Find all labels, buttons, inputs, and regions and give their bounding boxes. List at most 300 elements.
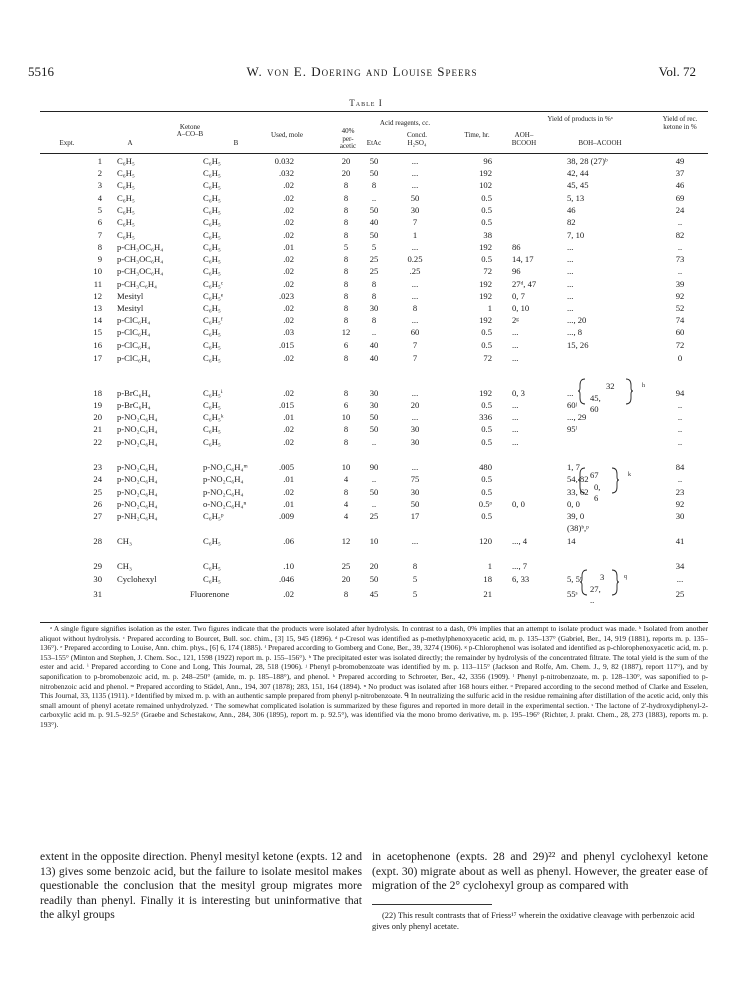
cell-time: 120 <box>479 536 492 546</box>
cell-yld: 0 <box>677 353 683 363</box>
cell-etac: 50 <box>369 574 379 584</box>
cell-aoh: 0, 0 <box>512 499 525 509</box>
cell-used: .005 <box>278 462 294 472</box>
cell-time: 18 <box>483 574 492 584</box>
cell-a: p-NO₂C₆H₄ <box>117 499 158 509</box>
cell-used: .01 <box>283 412 294 422</box>
table-row <box>0 229 732 241</box>
cell-yld: 24 <box>675 205 685 215</box>
cell-boh: 1, 7 <box>567 462 580 472</box>
cell-yld: 73 <box>675 254 685 264</box>
cell-used: .02 <box>283 315 294 325</box>
cell-yld: .. <box>677 266 683 276</box>
table-title: Table I <box>349 98 383 108</box>
cell-per: 6 <box>343 400 349 410</box>
cell-boh: ... <box>567 254 574 264</box>
cell-a: p-ClC₆H₄ <box>117 353 151 363</box>
cell-a: C₆H₅ <box>117 156 135 166</box>
cell-etac: 10 <box>369 536 379 546</box>
cell-ex: 30 <box>93 574 102 584</box>
cell-time: 38 <box>483 230 492 240</box>
cell-conc: 30 <box>410 205 420 215</box>
cell-etac: 8 <box>371 279 377 289</box>
table-row <box>0 179 732 191</box>
cell-yld: 37 <box>675 168 685 178</box>
cell-per: 8 <box>343 487 349 497</box>
cell-ex: 6 <box>97 217 102 227</box>
cell-a: C₆H₅ <box>117 205 135 215</box>
cell-ex: 20 <box>93 412 102 422</box>
cell-used: .015 <box>278 400 294 410</box>
cell-boh: 7, 10 <box>567 230 585 240</box>
cell-b: C₆H₅ <box>203 242 221 252</box>
cell-yld: 82 <box>675 230 685 240</box>
cell-a: p-NH₂C₆H₄ <box>117 511 158 521</box>
brace-shape <box>580 568 630 598</box>
cell-a: C₆H₅ <box>117 168 135 178</box>
cell-yld: 25 <box>675 589 685 599</box>
cell-yld: 39 <box>675 279 685 289</box>
cell-per: 4 <box>343 511 349 521</box>
cell-b: C₆H₅ <box>203 536 221 546</box>
table-row <box>0 535 732 547</box>
cell-used: .023 <box>278 291 294 301</box>
ketone-header: Ketone <box>179 123 201 131</box>
cell-aoh: 86 <box>512 242 521 252</box>
cell-ex: 8 <box>97 242 102 252</box>
cell-per: 8 <box>343 353 349 363</box>
table-row <box>0 216 732 228</box>
cell-per: 8 <box>343 424 349 434</box>
cell-conc: ... <box>411 168 419 178</box>
cell-b: p-NO₂C₆H₄ <box>203 487 244 497</box>
brace-29-mark: q <box>624 574 627 580</box>
cell-used: .02 <box>283 266 294 276</box>
cell-aoh: 6, 33 <box>512 574 530 584</box>
brace-17-bottom: 45, 60 <box>590 393 601 414</box>
cell-per: 10 <box>341 412 351 422</box>
cell-ex: 10 <box>93 266 102 276</box>
cell-boh: 95ˡ <box>567 424 578 434</box>
cell-b: C₆H₅ <box>203 327 221 337</box>
cell-conc: 0.25 <box>407 254 423 264</box>
cell-ex: 9 <box>97 254 102 264</box>
cell-yld: .. <box>677 424 683 434</box>
cell-etac: 50 <box>369 424 379 434</box>
cell-time: 21 <box>483 589 492 599</box>
cell-ex: 4 <box>97 193 102 203</box>
cell-ex: 3 <box>97 180 102 190</box>
cell-conc: 30 <box>410 487 420 497</box>
cell-per: 12 <box>341 536 351 546</box>
cell-time: 96 <box>483 156 492 166</box>
cell-b: C₆H₅ <box>203 254 221 264</box>
cell-yld: 94 <box>675 388 685 398</box>
cell-time: 1 <box>487 561 492 571</box>
table-row <box>0 436 732 448</box>
cell-b: C₆H₅ⁱ <box>203 388 223 398</box>
cell-yld: .. <box>677 412 683 422</box>
cell-yld: .. <box>677 400 683 410</box>
table-row <box>0 302 732 314</box>
cell-ex: 25 <box>93 487 102 497</box>
cell-etac: .. <box>371 437 377 447</box>
cell-ex: 28 <box>93 536 102 546</box>
cell-yld: 72 <box>675 340 685 350</box>
a-header: A <box>127 139 133 147</box>
acid-reagents-header: Acid reagents, cc. <box>379 119 431 127</box>
cell-b: C₆H₅ <box>203 180 221 190</box>
cell-yld: 46 <box>675 180 685 190</box>
table-row <box>0 423 732 435</box>
cell-time: 0.5 <box>481 487 492 497</box>
cell-boh: (38)ᵇ,ᵖ <box>567 523 589 533</box>
cell-conc: ... <box>411 462 419 472</box>
cell-boh: ... <box>567 279 574 289</box>
cell-boh: 5, 13 <box>567 193 585 203</box>
cell-boh: 0, 0 <box>567 499 580 509</box>
cell-per: 8 <box>343 388 349 398</box>
cell-used: .015 <box>278 340 294 350</box>
cell-a: C₆H₅ <box>117 217 135 227</box>
cell-a: C₆H₅ <box>117 180 135 190</box>
table-row <box>0 352 732 364</box>
volume: Vol. 72 <box>658 64 696 79</box>
table-row <box>0 241 732 253</box>
cell-aoh: 14, 17 <box>512 254 534 264</box>
table-row <box>0 204 732 216</box>
cell-ex: 11 <box>93 279 102 289</box>
cell-aoh: ... <box>512 353 519 363</box>
cell-conc: ... <box>411 242 419 252</box>
cell-conc: ... <box>411 156 419 166</box>
cell-used: .06 <box>283 536 294 546</box>
cell-aoh: ... <box>512 340 519 350</box>
cell-etac: 50 <box>369 168 379 178</box>
table-row <box>0 278 732 290</box>
cell-aoh: ... <box>512 412 519 422</box>
cell-etac: .. <box>371 193 377 203</box>
table-row <box>0 339 732 351</box>
cell-b: C₆H₅ <box>203 424 221 434</box>
cell-per: 8 <box>343 217 349 227</box>
table-footnote-text: ᵃ A single figure signifies isolation as the ester. Two figures indicate that the products were isolated after hydrolysis. In contrast to a dash, 0% implies that an attempt to isolate product was made. ᵇ Isolated from another aliquot without hydrolysis. ᶜ Prepared according to Bourcet, Bull. soc. chim., [3] 15, 945 (1896). ᵈ p-Cresol was identified as p-methylphenoxyacetic acid, m. p. 135–137° (Gabriel, Ber., 14, 919 (1881), reports m. p. 135–136°). ᵉ Prepared according to Louise, Ann. chim. phys., [6] 6, 174 (1885). ᶠ Prepared according to Gomberg and Cone, Ber., 39, 3274 (1906). ᵍ p-Chlorophenol was isolated and identified as p-chlorophenoxyacetic acid, m. p. 153–155° (Minton and Stephen, J. Chem. Soc., 121, 1598 (1922) report m. p. 155–156°). ʰ The precipitated ester was isolated directly; the remainder by hydrolysis of the concentrated filtrate. The total yield is the sum of the ester and acid. ⁱ Prepared according to Cone and Long, This Journal, 28, 518 (1906). ʲ Phenyl p-bromobenzoate was identified by m. p. 113–115° (Jackson and Rolfe, Am. Chem. J., 9, 82 (1887), report 117°), and by saponification to p-bromobenzoic acid, m. p. 248–250° (amide, m. p. 185–188°), and phenol. ᵏ Prepared according to Schroeter, Ber., 42, 3356 (1909). ˡ Phenyl p-nitrobenzoate, m. p. 128–130°, was saponified to p-nitrobenzoic acid and phenol. ᵐ Prepared according to Städel, Ann., 194, 307 (1878); 283, 151, 164 (1894). ⁿ No product was isolated after 168 hours either. ᵒ Prepared according to the second method of Clarke and Esselen, This Journal, 33, 1135 (1911). ᵖ Identified by mixed m. p. with an authentic sample prepared from phenyl p-nitrobenzoate. ᑫ In neutralizing the sulfuric acid in the residue remaining after distillation of the acetic acid, only this small amount of phenyl acetate remained unhydrolyzed. ʳ The somewhat complicated isolation is summarized by these figures and reported in more detail in the experimental section. ˢ The lactone of 2′-hydroxydiphenyl-2-carboxylic acid m. p. 91.5–92.5° (Graebe and Schestakow, Ann., 284, 306 (1895), report m. p. 92.5°), was identified via the mono bromo derivative, m. p. 195–196° (Richter, J. prakt. Chem., 28, 273 (1883), reports m. p. 193°). <box>40 624 708 729</box>
table-row <box>0 498 732 510</box>
cell-etac: 50 <box>369 487 379 497</box>
cell-etac: 25 <box>369 511 379 521</box>
cell-yld: 60 <box>675 327 685 337</box>
cell-etac: 40 <box>369 340 379 350</box>
cell-conc: 20 <box>410 400 420 410</box>
cell-yld: .. <box>677 242 683 252</box>
body-column-left <box>40 850 362 923</box>
cell-etac: 90 <box>369 462 379 472</box>
cell-yld: 74 <box>675 315 685 325</box>
cell-per: 8 <box>343 303 349 313</box>
cell-a: C₆H₅ <box>117 193 135 203</box>
cell-a: Fluorenone <box>190 589 230 599</box>
table-footnotes <box>40 624 708 730</box>
cell-etac: 25 <box>369 254 379 264</box>
cell-aoh: 0, 7 <box>512 291 525 301</box>
cell-per: 8 <box>343 315 349 325</box>
cell-time: 0.5 <box>481 437 492 447</box>
cell-boh: 15, 26 <box>567 340 589 350</box>
cell-time: 0.5 <box>481 400 492 410</box>
boh-header: BOH–ACOOH <box>578 139 622 147</box>
cell-aoh: ..., 7 <box>512 561 528 571</box>
cell-b: C₆H₅ <box>203 561 221 571</box>
cell-conc: ... <box>411 536 419 546</box>
cell-used: .10 <box>283 561 294 571</box>
brace-shape <box>578 466 628 496</box>
brace-22-bottom: 0, 6 <box>594 482 601 503</box>
cell-per: 8 <box>343 230 349 240</box>
cell-yld: .. <box>677 437 683 447</box>
cell-boh: ... <box>567 266 574 276</box>
cell-per: 8 <box>343 266 349 276</box>
cell-per: 8 <box>343 589 349 599</box>
cell-ex: 5 <box>97 205 102 215</box>
cell-per: 8 <box>343 205 349 215</box>
cell-yld: 23 <box>675 487 685 497</box>
cell-etac: 30 <box>369 400 379 410</box>
cell-a: p-NO₂C₆H₄ <box>117 462 158 472</box>
table-bottom-rule <box>40 622 708 623</box>
cell-b: C₆H₅ <box>203 168 221 178</box>
used-header: Used, mole <box>271 131 303 139</box>
cell-time: 72 <box>483 353 492 363</box>
cell-yld: 52 <box>675 303 685 313</box>
cell-used: .02 <box>283 437 294 447</box>
yield-rec-header: Yield of rec. ketone in % <box>662 115 698 131</box>
cell-used: .046 <box>278 574 294 584</box>
cell-used: .02 <box>283 180 294 190</box>
cell-used: .02 <box>283 424 294 434</box>
cell-ex: 21 <box>93 424 102 434</box>
cell-ex: 2 <box>97 168 102 178</box>
cell-conc: 50 <box>410 499 420 509</box>
cell-a: p-BrC₆H₄ <box>117 400 151 410</box>
table-top-rule <box>40 111 708 112</box>
cell-conc: 17 <box>410 511 420 521</box>
cell-ex: 29 <box>93 561 102 571</box>
cell-a: CH₃ <box>117 536 132 546</box>
ketone-formula: A–CO–B <box>176 130 204 138</box>
cell-ex: 7 <box>97 230 102 240</box>
cell-used: 0.032 <box>274 156 294 166</box>
cell-ex: 12 <box>93 291 102 301</box>
cell-boh: 38, 28 (27)ᵇ <box>567 156 608 166</box>
cell-used: .02 <box>283 254 294 264</box>
cell-aoh: 96 <box>512 266 521 276</box>
cell-time: 0.5 <box>481 340 492 350</box>
cell-b: C₆H₅ <box>203 217 221 227</box>
cell-ex: 15 <box>93 327 102 337</box>
cell-conc: .25 <box>409 266 421 276</box>
cell-per: 12 <box>341 327 351 337</box>
table-row <box>0 265 732 277</box>
cell-a: p-CH₃C₆H₄ <box>117 279 158 289</box>
cell-time: 0.5 <box>481 217 492 227</box>
cell-b: C₆H₅ <box>203 574 221 584</box>
cell-etac: 20 <box>369 561 379 571</box>
cell-b: C₆H₅ <box>203 437 221 447</box>
cell-aoh: 0, 3 <box>512 388 525 398</box>
cell-a: p-CH₃OC₆H₄ <box>117 254 164 264</box>
cell-etac: 8 <box>371 315 377 325</box>
table-row <box>0 326 732 338</box>
cell-per: 20 <box>341 156 351 166</box>
cell-boh: ... <box>567 291 574 301</box>
cell-ex: 22 <box>93 437 102 447</box>
cell-etac: 8 <box>371 291 377 301</box>
cell-a: p-NO₂C₆H₄ <box>117 412 158 422</box>
cell-ex: 17 <box>93 353 102 363</box>
cell-conc: ... <box>411 279 419 289</box>
cell-boh: ..., 8 <box>567 327 583 337</box>
cell-time: 102 <box>479 180 492 190</box>
cell-a: Cyclohexyl <box>117 574 157 584</box>
cell-b: C₆H₅ <box>203 303 221 313</box>
cell-etac: 50 <box>369 205 379 215</box>
cell-time: 0.5 <box>481 327 492 337</box>
cell-etac: 30 <box>369 388 379 398</box>
table-row <box>0 192 732 204</box>
cell-ex: 26 <box>93 499 102 509</box>
cell-b: p-NO₂C₆H₄ <box>203 474 244 484</box>
cell-a: p-ClC₆H₄ <box>117 327 151 337</box>
cell-b: C₆H₅ <box>203 156 221 166</box>
aoh-header: AOH–BCOOH <box>511 131 537 147</box>
cell-ex: 31 <box>93 589 102 599</box>
cell-boh: 5, 5ʳ <box>567 574 582 584</box>
cell-per: 4 <box>343 499 349 509</box>
cell-ex: 23 <box>93 462 102 472</box>
cell-time: 0.5 <box>481 511 492 521</box>
cell-boh: ..., 29 <box>567 412 587 422</box>
cell-conc: 7 <box>412 353 418 363</box>
cell-time: 72 <box>483 266 492 276</box>
cell-yld: 34 <box>675 561 685 571</box>
body-paragraph-left: extent in the opposite direction. Phenyl mesityl ketone (expts. 12 and 13) gives some benzoic acid, but the failure to isolate mesitol makes questionable the conclusion that the mesityl group migrates more readily than phenyl. Finally it is interesting but uninformative that the alkyl groups <box>40 850 362 922</box>
cell-time: 192 <box>479 279 492 289</box>
cell-aoh: 2ᵍ <box>512 315 519 325</box>
cell-time: 0.5ᵒ <box>478 499 492 509</box>
page-number: 5516 <box>28 64 54 79</box>
yield-products-header: Yield of products in %ᵃ <box>547 115 613 123</box>
cell-b: C₆H₅ <box>203 205 221 215</box>
cell-b: C₆H₅ <box>203 340 221 350</box>
cell-aoh: ... <box>512 400 519 410</box>
cell-b: C₆H₅ <box>203 266 221 276</box>
cell-ex: 19 <box>93 400 102 410</box>
cell-b: C₆H₅ᵏ <box>203 412 224 422</box>
cell-aoh: 0, 10 <box>512 303 530 313</box>
cell-conc: ... <box>411 315 419 325</box>
peracetic-header: 40% per-acetic <box>339 127 357 150</box>
brace-22-mark: k <box>628 472 631 478</box>
cell-per: 20 <box>341 168 351 178</box>
cell-etac: .. <box>371 474 377 484</box>
cell-used: .01 <box>283 474 294 484</box>
cell-used: .032 <box>278 168 294 178</box>
cell-etac: 30 <box>369 303 379 313</box>
table-row <box>0 155 732 167</box>
cell-etac: 40 <box>369 353 379 363</box>
cell-yld: 84 <box>675 462 685 472</box>
cell-per: 8 <box>343 291 349 301</box>
etac-header: EtAc <box>366 139 382 147</box>
cell-b: C₆H₅ᵉ <box>203 291 224 301</box>
cell-b: p-NO₂C₆H₄ᵐ <box>203 462 248 472</box>
cell-conc: 75 <box>410 474 420 484</box>
cell-etac: .. <box>371 327 377 337</box>
cell-a: p-ClC₆H₄ <box>117 315 151 325</box>
cell-b: o-NO₂C₆H₄ⁿ <box>203 499 247 509</box>
cell-a: CH₃ <box>117 561 132 571</box>
cell-used: .02 <box>283 279 294 289</box>
cell-aoh: ..., 4 <box>512 536 528 546</box>
cell-boh: 60ʲ <box>567 400 577 410</box>
cell-a: p-CH₃OC₆H₄ <box>117 242 164 252</box>
cell-per: 5 <box>343 242 349 252</box>
cell-yld: 92 <box>675 291 685 301</box>
cell-boh: ... <box>567 242 574 252</box>
cell-time: 336 <box>479 412 492 422</box>
table-row <box>0 167 732 179</box>
cell-aoh: ... <box>512 327 519 337</box>
cell-time: 1 <box>487 303 492 313</box>
authors: W. von E. Doering and Louise Speers <box>246 64 478 79</box>
cell-used: .02 <box>283 205 294 215</box>
cell-aoh: ... <box>512 424 519 434</box>
cell-conc: ... <box>411 291 419 301</box>
cell-etac: 50 <box>369 156 379 166</box>
brace-17-mark: h <box>642 383 645 389</box>
cell-b: C₆H₅ <box>203 193 221 203</box>
cell-per: 6 <box>343 340 349 350</box>
cell-used: .02 <box>283 230 294 240</box>
cell-used: .02 <box>283 193 294 203</box>
cell-ex: 1 <box>97 156 102 166</box>
cell-a: p-CH₃OC₆H₄ <box>117 266 164 276</box>
cell-per: 8 <box>343 180 349 190</box>
cell-yld: ... <box>676 574 684 584</box>
cell-time: 192 <box>479 168 492 178</box>
cell-conc: 8 <box>412 561 418 571</box>
cell-time: 0.5 <box>481 193 492 203</box>
brace-29-top: 3 <box>600 572 605 582</box>
cell-conc: ... <box>411 388 419 398</box>
cell-per: 25 <box>341 561 351 571</box>
cell-conc: 1 <box>412 230 418 240</box>
cell-etac: 8 <box>371 180 377 190</box>
cell-conc: 7 <box>412 217 418 227</box>
cell-etac: 40 <box>369 217 379 227</box>
table-row <box>0 314 732 326</box>
cell-a: Mesityl <box>117 291 144 301</box>
cell-a: p-NO₂C₆H₄ <box>117 474 158 484</box>
cell-b: C₆H₅ᶜ <box>203 279 224 289</box>
cell-used: .02 <box>283 388 294 398</box>
cell-used: .02 <box>283 589 294 599</box>
table-row <box>0 290 732 302</box>
cell-ex: 14 <box>93 315 102 325</box>
cell-boh: ... <box>567 303 574 313</box>
cell-per: 4 <box>343 474 349 484</box>
cell-boh: 46 <box>567 205 576 215</box>
